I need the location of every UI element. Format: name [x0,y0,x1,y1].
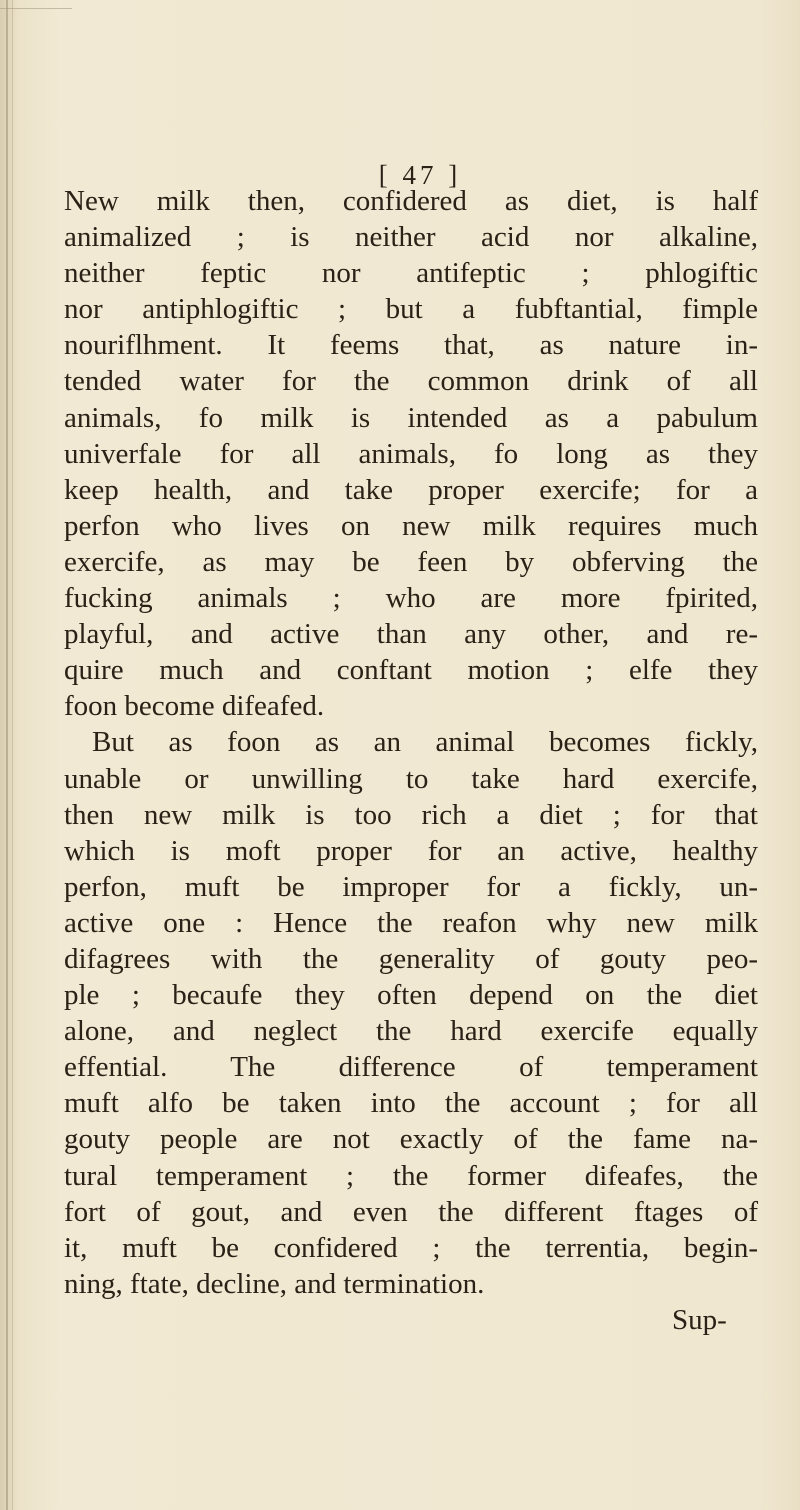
text-line: keep health, and take proper exercife; for a [64,473,758,506]
text-line: nouriflhment. It feems that, as nature in- [64,329,758,362]
text-line: fort of gout, and even the different ftages of [64,1195,758,1228]
text-line: foon become difeafed. [64,690,325,723]
text-line: effential. The difference of temperament [64,1051,758,1084]
text-line: perfon, muft be improper for a fickly, un- [64,870,758,903]
text-line: ning, ftate, decline, and termination. [64,1267,485,1300]
text-line: muft alfo be taken into the account ; for all [64,1087,758,1120]
body-text [64,183,758,1302]
text-line: animals, fo milk is intended as a pabulum [64,401,758,434]
page-number: [ 47 ] [378,160,462,190]
text-line: unable or unwilling to take hard exercife, [64,762,758,795]
binding-edge-line [12,0,13,1510]
text-line: fucking animals ; who are more fpirited, [64,582,758,615]
text-line: alone, and neglect the hard exercife equally [64,1015,758,1048]
text-line: difagrees with the generality of gouty peo- [64,942,758,975]
text-line: quire much and conftant motion ; elfe they [64,654,758,687]
text-line: But as foon as an animal becomes fickly, [92,726,758,759]
text-line: perfon who lives on new milk requires much [64,509,758,542]
text-line: ple ; becaufe they often depend on the diet [64,979,758,1012]
text-line: which is moft proper for an active, healthy [64,834,758,867]
text-line: tended water for the common drink of all [64,365,758,398]
text-line: playful, and active than any other, and re- [64,618,758,651]
text-line: it, muft be confidered ; the terrentia, begin- [64,1231,758,1264]
text-line: New milk then, confidered as diet, is half [64,185,758,217]
text-line: nor antiphlogiftic ; but a fubftantial, fimple [64,293,758,326]
text-line: gouty people are not exactly of the fame na- [64,1123,758,1156]
catchword: Sup- [672,1304,727,1336]
binding-edge-line [6,0,8,1510]
text-line: then new milk is too rich a diet ; for that [64,798,758,831]
text-line: univerfale for all animals, fo long as they [64,437,758,470]
corner-mark [0,0,72,9]
text-line: active one : Hence the reafon why new milk [64,906,758,939]
text-line: exercife, as may be feen by obferving the [64,545,758,578]
text-line: neither feptic nor antifeptic ; phlogiftic [64,257,758,290]
text-line: animalized ; is neither acid nor alkaline, [64,221,758,254]
text-line: tural temperament ; the former difeafes, the [64,1159,758,1192]
